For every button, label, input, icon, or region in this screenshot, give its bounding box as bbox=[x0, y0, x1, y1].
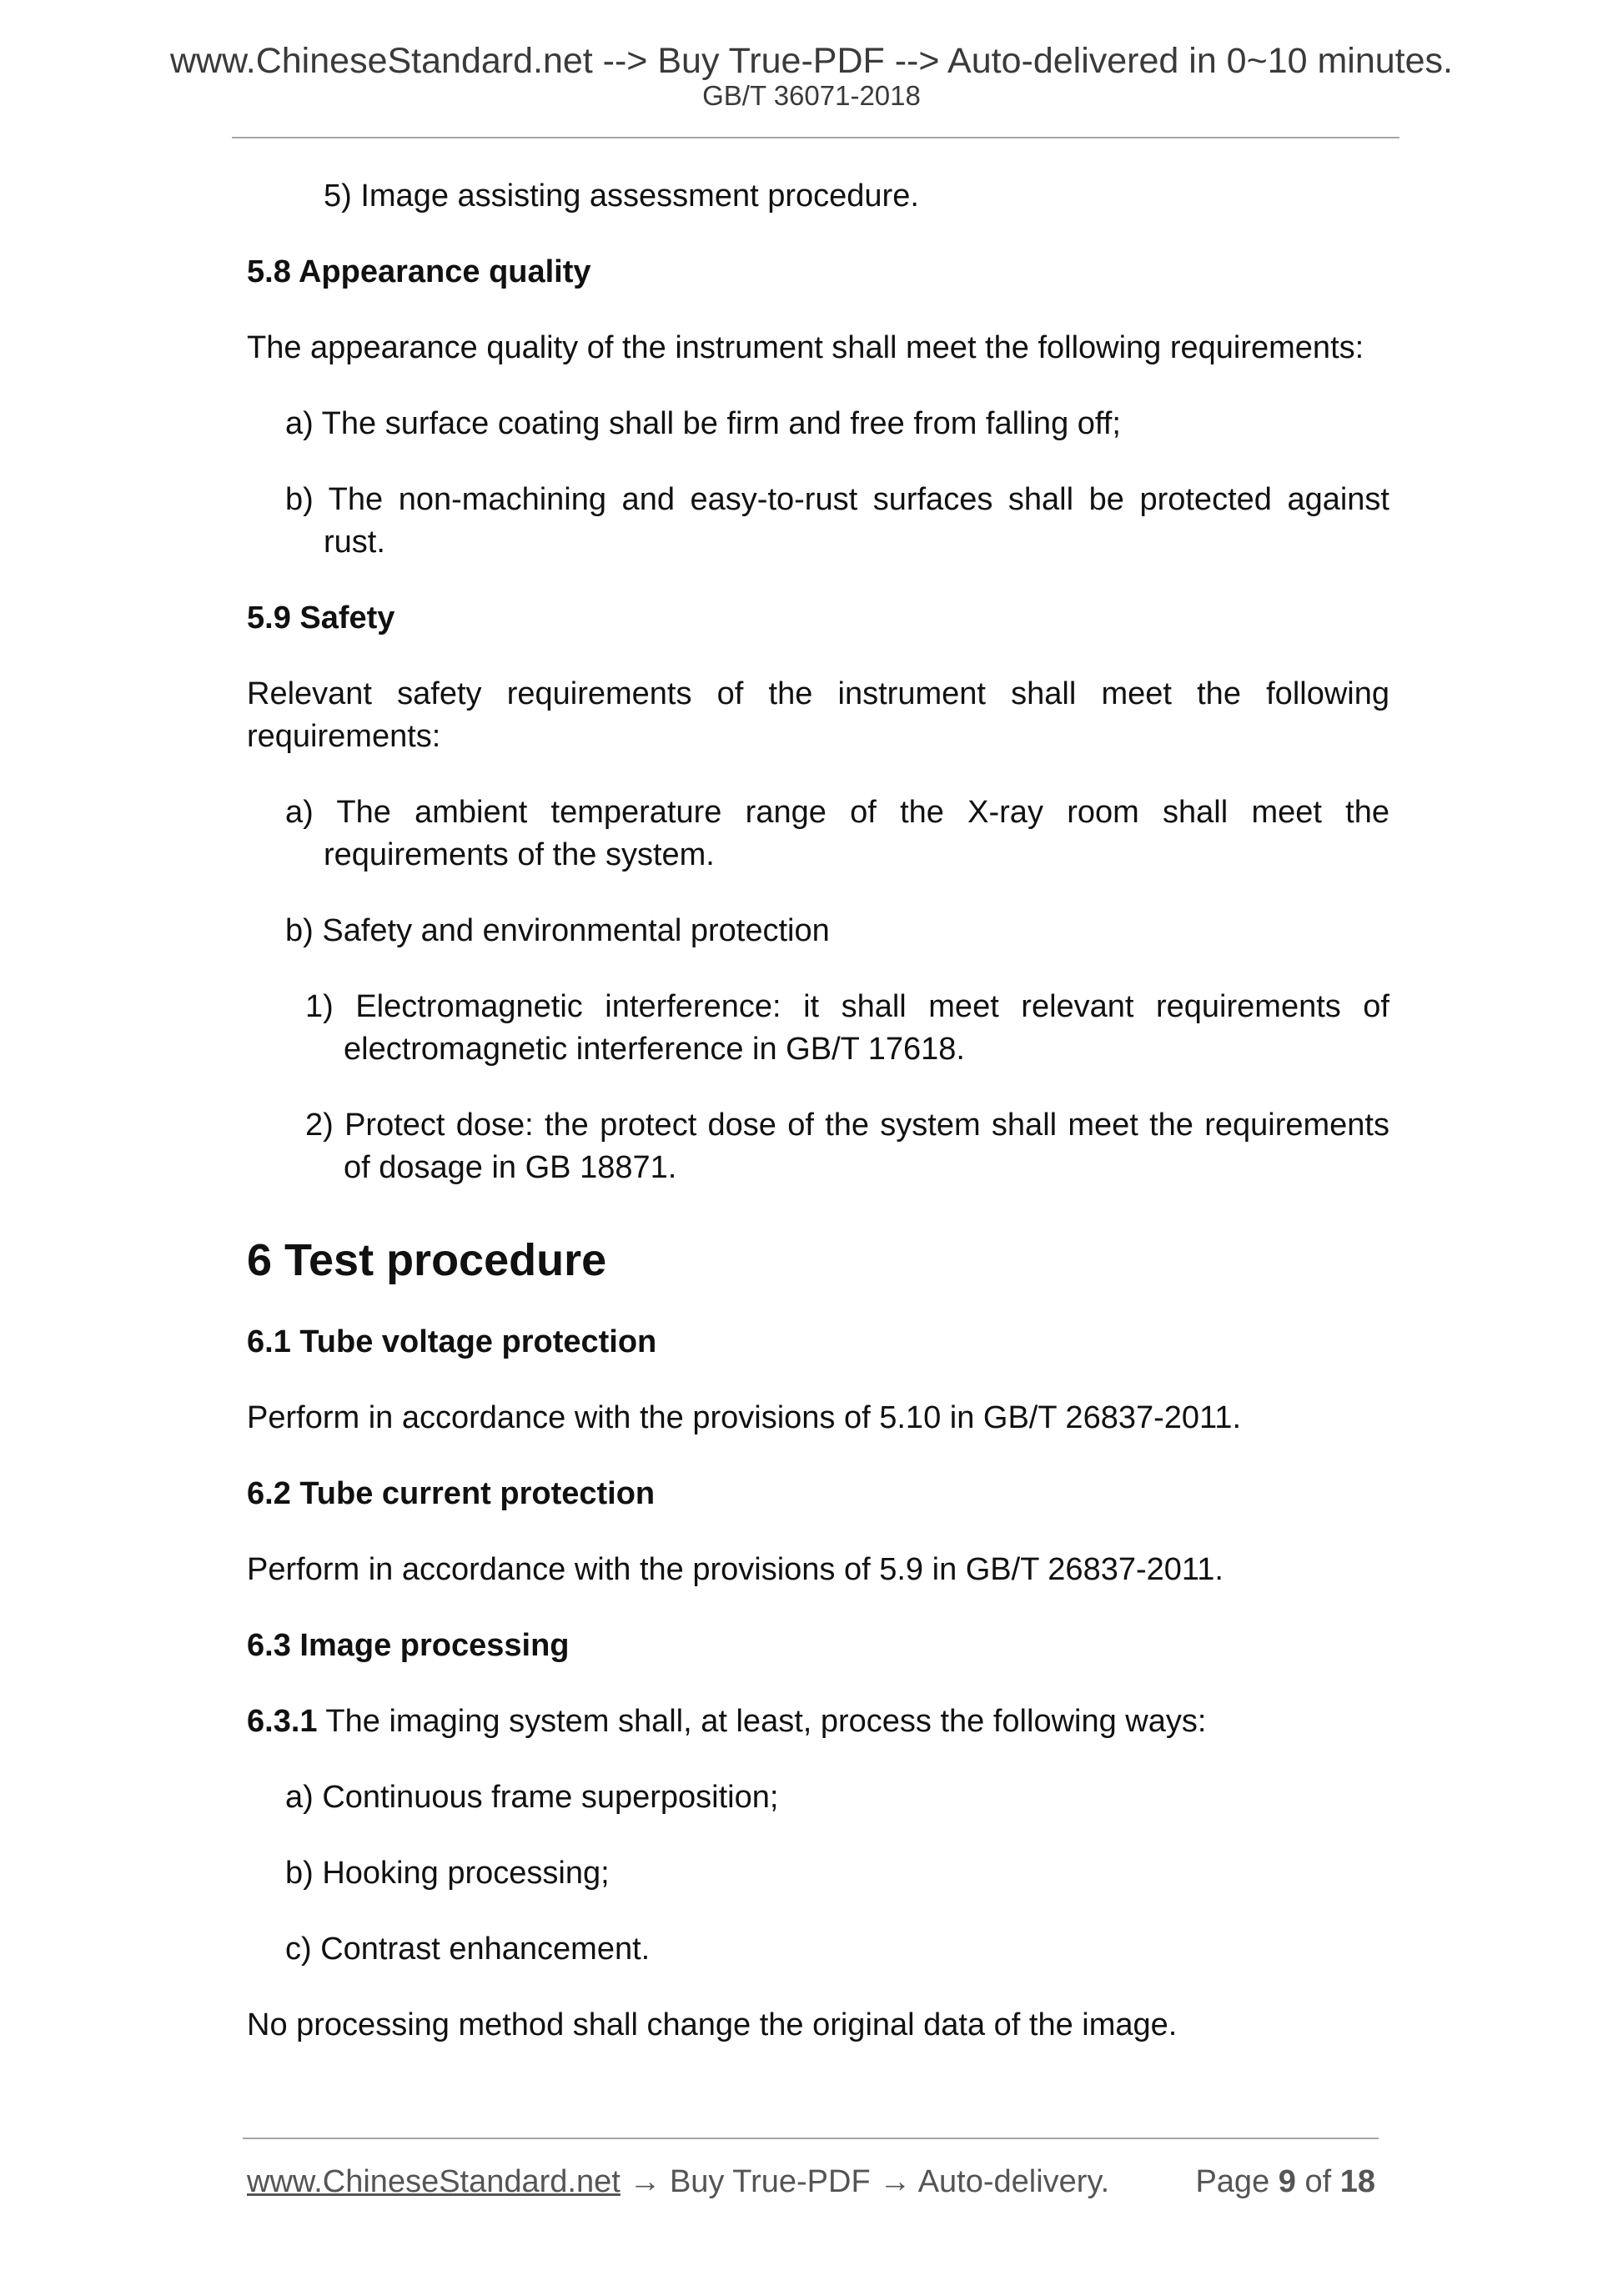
clause-number: 6.3.1 bbox=[247, 1704, 318, 1739]
section-6-1-heading: 6.1 Tube voltage protection bbox=[247, 1324, 657, 1359]
section-5-9-item-b: b) Safety and environmental protection bbox=[285, 913, 830, 948]
section-6-3-1-item-b: b) Hooking processing; bbox=[285, 1856, 610, 1891]
section-5-9-heading: 5.9 Safety bbox=[247, 600, 395, 636]
footer-left bbox=[247, 2162, 1109, 2202]
section-6-2-text: Perform in accordance with the provisions of 5.9 in GB/T 26837-2011. bbox=[247, 1552, 1224, 1587]
footer-site-link[interactable]: www.ChineseStandard.net bbox=[247, 2164, 621, 2199]
section-5-9-item-b2: 2) Protect dose: the protect dose of the system shall meet the requirements of dosage in GB 18871. bbox=[305, 1108, 1389, 1185]
page-label: Page bbox=[1195, 2164, 1279, 2199]
section-5-8-item-a: a) The surface coating shall be firm and free from falling off; bbox=[285, 406, 1121, 441]
header-banner: www.ChineseStandard.net --> Buy True-PDF --> Auto-delivered in 0~10 minutes. bbox=[169, 41, 1453, 81]
footer-divider bbox=[243, 2138, 1379, 2139]
section-6-3-1-item-c: c) Contrast enhancement. bbox=[285, 1932, 651, 1967]
page-number: 9 bbox=[1278, 2164, 1296, 2199]
list-item-5: 5) Image assisting assessment procedure. bbox=[324, 178, 919, 214]
section-6-3-1-closing: No processing method shall change the original data of the image. bbox=[247, 2007, 1178, 2042]
section-5-8-item-b: b) The non-machining and easy-to-rust surfaces shall be protected against rust. bbox=[285, 482, 1389, 560]
section-5-8-intro: The appearance quality of the instrument shall meet the following requirements: bbox=[247, 330, 1364, 365]
page-counter bbox=[1195, 2162, 1375, 2202]
page-of-label: of bbox=[1295, 2164, 1340, 2199]
section-5-8-heading: 5.8 Appearance quality bbox=[247, 254, 591, 289]
header-divider bbox=[232, 137, 1399, 138]
clause-text: The imaging system shall, at least, process the following ways: bbox=[317, 1704, 1207, 1739]
section-6-3-1-item-a: a) Continuous frame superposition; bbox=[285, 1780, 779, 1815]
footer-tagline: → Buy True-PDF → Auto-delivery. bbox=[620, 2164, 1110, 2199]
section-6-2-heading: 6.2 Tube current protection bbox=[247, 1476, 656, 1511]
section-5-9-item-a: a) The ambient temperature range of the X-ray room shall meet the requirements of the system. bbox=[285, 795, 1389, 872]
section-5-9-item-b1: 1) Electromagnetic interference: it shall meet relevant requirements of electromagnetic interference in GB/T 17618. bbox=[305, 989, 1389, 1067]
section-6-heading: 6 Test procedure bbox=[247, 1235, 607, 1285]
standard-code: GB/T 36071-2018 bbox=[702, 80, 921, 111]
section-6-3-heading: 6.3 Image processing bbox=[247, 1628, 570, 1663]
section-6-3-1-paragraph bbox=[247, 1701, 1389, 1743]
page-content bbox=[247, 175, 1389, 2047]
page-total: 18 bbox=[1339, 2164, 1375, 2199]
section-6-1-text: Perform in accordance with the provisions of 5.10 in GB/T 26837-2011. bbox=[247, 1400, 1242, 1435]
section-5-9-intro: Relevant safety requirements of the instrument shall meet the following requirements: bbox=[247, 676, 1389, 754]
